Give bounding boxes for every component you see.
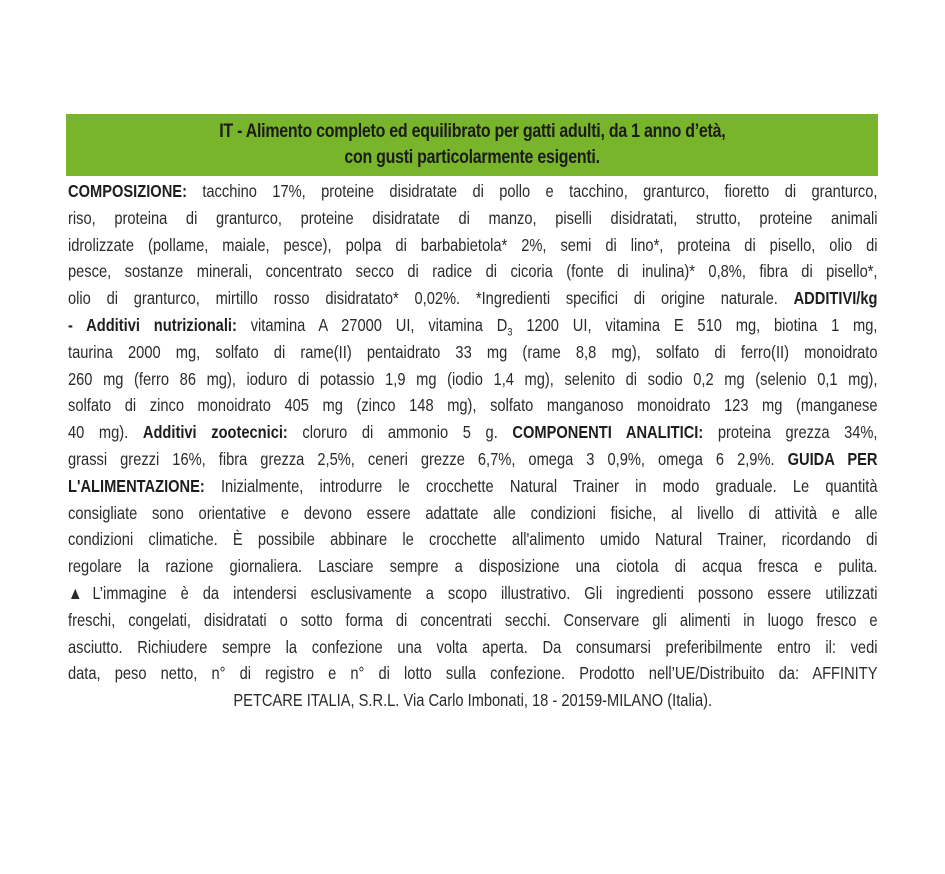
- text-line: condizioni climatiche. È possibile abbinare le crocchette all'alimento umido Natural Trainer, ricordando di: [68, 529, 878, 550]
- text-line: solfato di zinco monoidrato 405 mg (zinco 148 mg), solfato manganoso monoidrato 123 mg (manganese: [68, 395, 878, 416]
- text-line-address: PETCARE ITALIA, S.R.L. Via Carlo Imbonati, 18 - 20159-MILANO (Italia).: [233, 690, 713, 711]
- text-line: consigliate sono orientative e devono essere adattate alle condizioni fisiche, al livello di attività e alle: [68, 502, 878, 523]
- header-line-1: IT - Alimento completo ed equilibrato per gatti adulti, da 1 anno d’età,: [218, 121, 726, 142]
- text-line: pesce, sostanze minerali, concentrato secco di radice di cicoria (fonte di inulina)* 0,8%, fibra di pisello*,: [68, 261, 878, 282]
- text-line: riso, proteina di granturco, proteine disidratate di manzo, piselli disidratati, strutto, proteine animali: [68, 207, 878, 228]
- text-line: 40 mg). Additivi zootecnici: cloruro di ammonio 5 g. COMPONENTI ANALITICI: proteina grezza 34%,: [68, 422, 878, 443]
- text-line: asciutto. Richiudere sempre la confezione una volta aperta. Da consumarsi preferibilmente entro il: vedi: [68, 636, 878, 657]
- text-line: olio di granturco, mirtillo rosso disidratato* 0,02%. *Ingredienti specifici di origine naturale. ADDITIVI/kg: [68, 288, 878, 309]
- text-line: data, peso netto, n° di registro e n° di lotto sulla confezione. Prodotto nell’UE/Distribuito da: AFFINITY: [68, 663, 878, 684]
- header-banner: [66, 114, 878, 176]
- text-line: freschi, congelati, disidratati o sotto forma di concentrati secchi. Conservare gli alimenti in luogo fresco e: [68, 609, 878, 630]
- label-body-text: [68, 178, 878, 714]
- text-line: - Additivi nutrizionali: vitamina A 27000 UI, vitamina $D_3$ 1200 UI, vitamina E 510 mg, biotina 1 mg,: [68, 314, 878, 339]
- text-line: regolare la razione giornaliera. Lasciare sempre a disposizione una ciotola di acqua fresca e pulita.: [68, 556, 878, 577]
- text-line: L'ALIMENTAZIONE: Inizialmente, introdurre le crocchette Natural Trainer in modo graduale. Le quantità: [68, 475, 878, 496]
- text-line: idrolizzate (pollame, maiale, pesce), polpa di barbabietola* 2%, semi di lino*, proteina di pisello, olio di: [68, 234, 878, 255]
- text-line: taurina 2000 mg, solfato di rame(II) pentaidrato 33 mg (rame 8,8 mg), solfato di ferro(II) monoidrato: [68, 341, 878, 362]
- text-line: 260 mg (ferro 86 mg), ioduro di potassio 1,9 mg (iodio 1,4 mg), selenito di sodio 0,2 mg (selenio 0,1 mg),: [68, 368, 878, 389]
- text-line: ▲L’immagine è da intendersi esclusivamente a scopo illustrativo. Gli ingredienti possono essere utilizzati: [68, 582, 878, 603]
- header-line-2: con gusti particolarmente esigenti.: [344, 147, 600, 168]
- text-line: COMPOSIZIONE: tacchino 17%, proteine disidratate di pollo e tacchino, granturco, fioretto di granturco,: [68, 181, 878, 201]
- text-line: grassi grezzi 16%, fibra grezza 2,5%, ceneri grezze 6,7%, omega 3 0,9%, omega 6 2,9%. GUIDA PER: [68, 448, 878, 469]
